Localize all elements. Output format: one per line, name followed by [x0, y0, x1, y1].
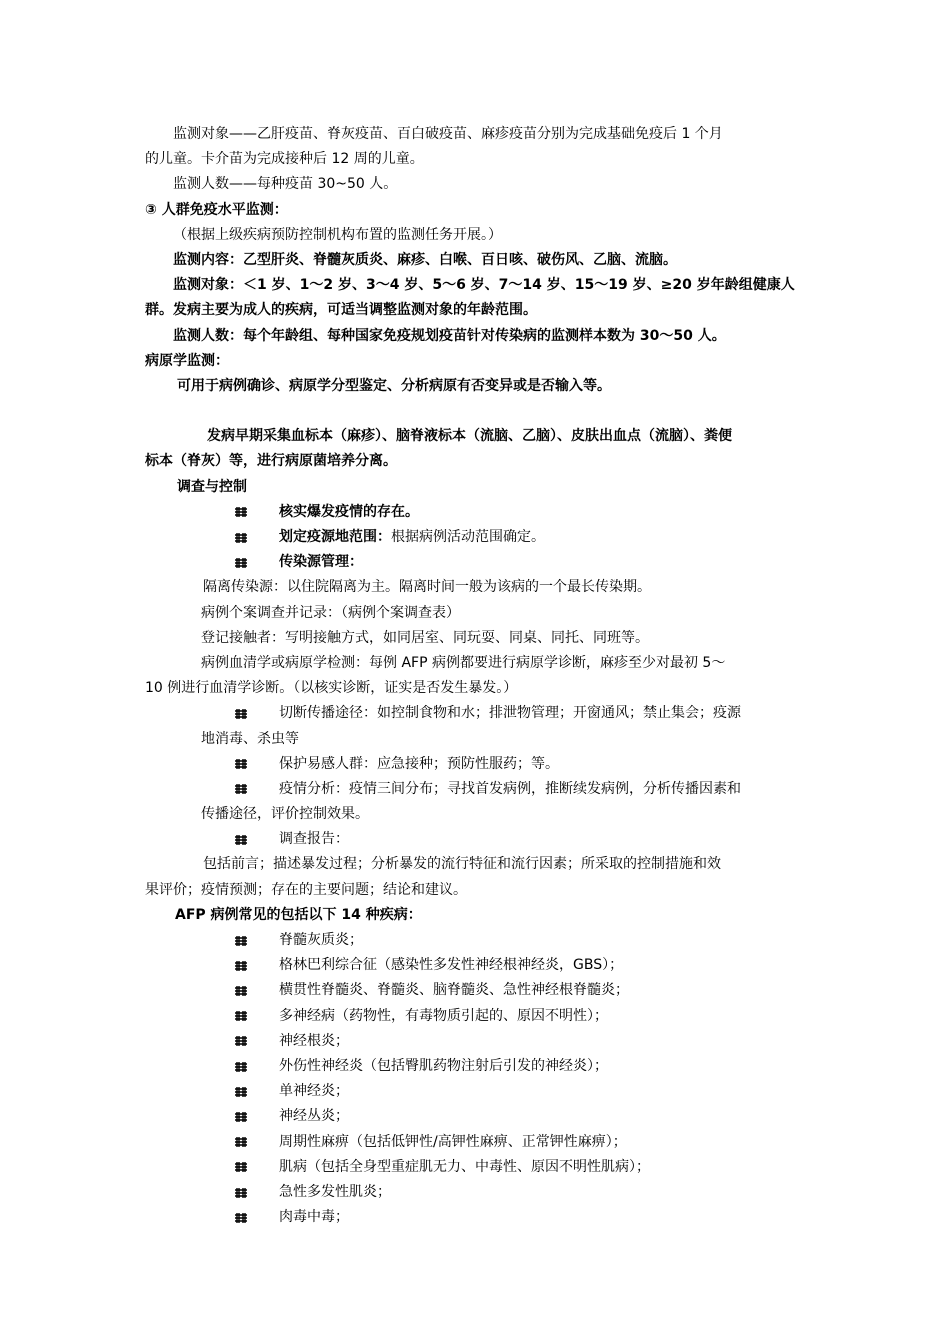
bullet-text: 调查报告： [279, 831, 349, 848]
square-bullet-icon [235, 960, 247, 972]
square-bullet-icon [235, 1010, 247, 1022]
paragraph-continued: 10 例进行血清学诊断。（以核实诊断，证实是否发生暴发。） [145, 680, 518, 697]
paragraph: 监测人数——每种疫苗 30~50 人。 [173, 176, 398, 193]
section-heading: ③ 人群免疫水平监测： [145, 201, 288, 218]
square-bullet-icon [235, 708, 247, 720]
square-bullet-icon [235, 834, 247, 846]
afp-list-text: 急性多发性肌炎； [279, 1183, 391, 1200]
square-bullet-icon [235, 1161, 247, 1173]
afp-list-text: 格林巴利综合征（感染性多发性神经根神经炎，GBS）； [279, 957, 624, 974]
afp-list-item [145, 1104, 810, 1129]
bullet-text: 疫情分析：疫情三间分布；寻找首发病例，推断续发病例，分析传播因素和 [279, 780, 741, 797]
afp-list-text: 肌病（包括全身型重症肌无力、中毒性、原因不明性肌病）； [279, 1158, 650, 1175]
section-heading: 病原学监测： [145, 352, 229, 369]
afp-list-item [145, 1079, 810, 1104]
bullet-item [145, 777, 810, 802]
bullet-text: 核实爆发疫情的存在。 [279, 503, 419, 520]
afp-list-item [145, 1029, 810, 1054]
section-heading: 调查与控制 [177, 478, 247, 495]
bullet-item [145, 550, 810, 575]
paragraph: 病例个案调查并记录：（病例个案调查表） [201, 604, 460, 621]
paragraph: 监测对象——乙肝疫苗、脊灰疫苗、百白破疫苗、麻疹疫苗分别为完成基础免疫后 1 个月 [173, 126, 723, 142]
paragraph: 监测人数：每个年龄组、每种国家免疫规划疫苗针对传染病的监测样本数为 30～50 人。 [173, 327, 726, 344]
blank-line [145, 399, 810, 424]
afp-list-item [145, 1155, 810, 1180]
paragraph-continued: 的儿童。卡介苗为完成接种后 12 周的儿童。 [145, 151, 424, 168]
afp-list-item [145, 1130, 810, 1155]
paragraph: 可用于病例确诊、病原学分型鉴定、分析病原有否变异或是否输入等。 [177, 377, 611, 394]
square-bullet-icon [235, 1111, 247, 1123]
bullet-item [145, 752, 810, 777]
bullet-text: 保护易感人群：应急接种；预防性服药；等。 [279, 755, 559, 772]
square-bullet-icon [235, 1061, 247, 1073]
paragraph-continued: 果评价；疫情预测；存在的主要问题；结论和建议。 [145, 881, 467, 898]
square-bullet-icon [235, 783, 247, 795]
paragraph: 登记接触者：写明接触方式，如同居室、同玩耍、同桌、同托、同班等。 [201, 629, 649, 646]
bullet-text: 切断传播途径：如控制食物和水；排泄物管理；开窗通风；禁止集会；疫源 [279, 705, 741, 722]
paragraph: 病例血清学或病原学检测：每例 AFP 病例都要进行病原学诊断，麻疹至少对最初 5～ [201, 654, 726, 671]
bullet-continued: 地消毒、杀虫等 [201, 730, 299, 747]
afp-disease-list [145, 928, 810, 1230]
afp-list-item [145, 928, 810, 953]
paragraph: 监测内容：乙型肝炎、脊髓灰质炎、麻疹、白喉、百日咳、破伤风、乙脑、流脑。 [173, 251, 677, 268]
paragraph: 包括前言；描述暴发过程；分析暴发的流行特征和流行因素；所采取的控制措施和效 [203, 856, 721, 873]
afp-list-text: 多神经病（药物性，有毒物质引起的、原因不明性）； [279, 1007, 608, 1024]
bullet-item [145, 500, 810, 525]
square-bullet-icon [235, 1086, 247, 1098]
square-bullet-icon [235, 1035, 247, 1047]
paragraph: 发病早期采集血标本（麻疹）、脑脊液标本（流脑、乙脑）、皮肤出血点（流脑）、粪便 [207, 428, 732, 445]
paragraph-continued: 标本（脊灰）等，进行病原菌培养分离。 [145, 453, 397, 470]
afp-list-text: 脊髓灰质炎； [279, 932, 363, 949]
afp-list-text: 横贯性脊髓炎、脊髓炎、脑脊髓炎、急性神经根脊髓炎； [279, 982, 629, 999]
bullet-item [145, 701, 810, 726]
square-bullet-icon [235, 532, 247, 544]
bullet-text: 根据病例活动范围确定。 [391, 529, 545, 545]
afp-list-item [145, 1205, 810, 1230]
afp-list-item [145, 1054, 810, 1079]
afp-list-text: 外伤性神经炎（包括臀肌药物注射后引发的神经炎）； [279, 1057, 608, 1074]
afp-list-item [145, 1004, 810, 1029]
bullet-item [145, 525, 810, 550]
square-bullet-icon [235, 758, 247, 770]
afp-list-text: 神经丛炎； [279, 1108, 349, 1125]
square-bullet-icon [235, 1187, 247, 1199]
bullet-continued: 传播途径，评价控制效果。 [201, 806, 369, 823]
square-bullet-icon [235, 985, 247, 997]
document-page [145, 122, 810, 1230]
paragraph: 监测对象：＜1 岁、1～2 岁、3～4 岁、5～6 岁、7～14 岁、15～19 岁、≥20 岁年龄组健康人 [173, 277, 795, 294]
square-bullet-icon [235, 1136, 247, 1148]
bullet-item [145, 827, 810, 852]
square-bullet-icon [235, 506, 247, 518]
afp-list-text: 神经根炎； [279, 1032, 349, 1049]
afp-list-text: 周期性麻痹（包括低钾性/高钾性麻痹、正常钾性麻痹）； [279, 1133, 627, 1150]
afp-list-text: 单神经炎； [279, 1083, 349, 1100]
paragraph: 隔离传染源：以住院隔离为主。隔离时间一般为该病的一个最长传染期。 [203, 579, 651, 596]
paragraph: （根据上级疾病预防控制机构布置的监测任务开展。） [173, 226, 502, 243]
section-heading: AFP 病例常见的包括以下 14 种疾病： [175, 906, 422, 923]
afp-list-item [145, 953, 810, 978]
afp-list-text: 肉毒中毒； [279, 1209, 349, 1226]
afp-list-item [145, 1180, 810, 1205]
paragraph-continued: 群。发病主要为成人的疾病，可适当调整监测对象的年龄范围。 [145, 302, 537, 319]
bullet-text: 传染源管理： [279, 554, 363, 571]
bullet-text-bold: 划定疫源地范围： [279, 529, 391, 545]
square-bullet-icon [235, 1212, 247, 1224]
square-bullet-icon [235, 557, 247, 569]
afp-list-item [145, 978, 810, 1003]
square-bullet-icon [235, 935, 247, 947]
